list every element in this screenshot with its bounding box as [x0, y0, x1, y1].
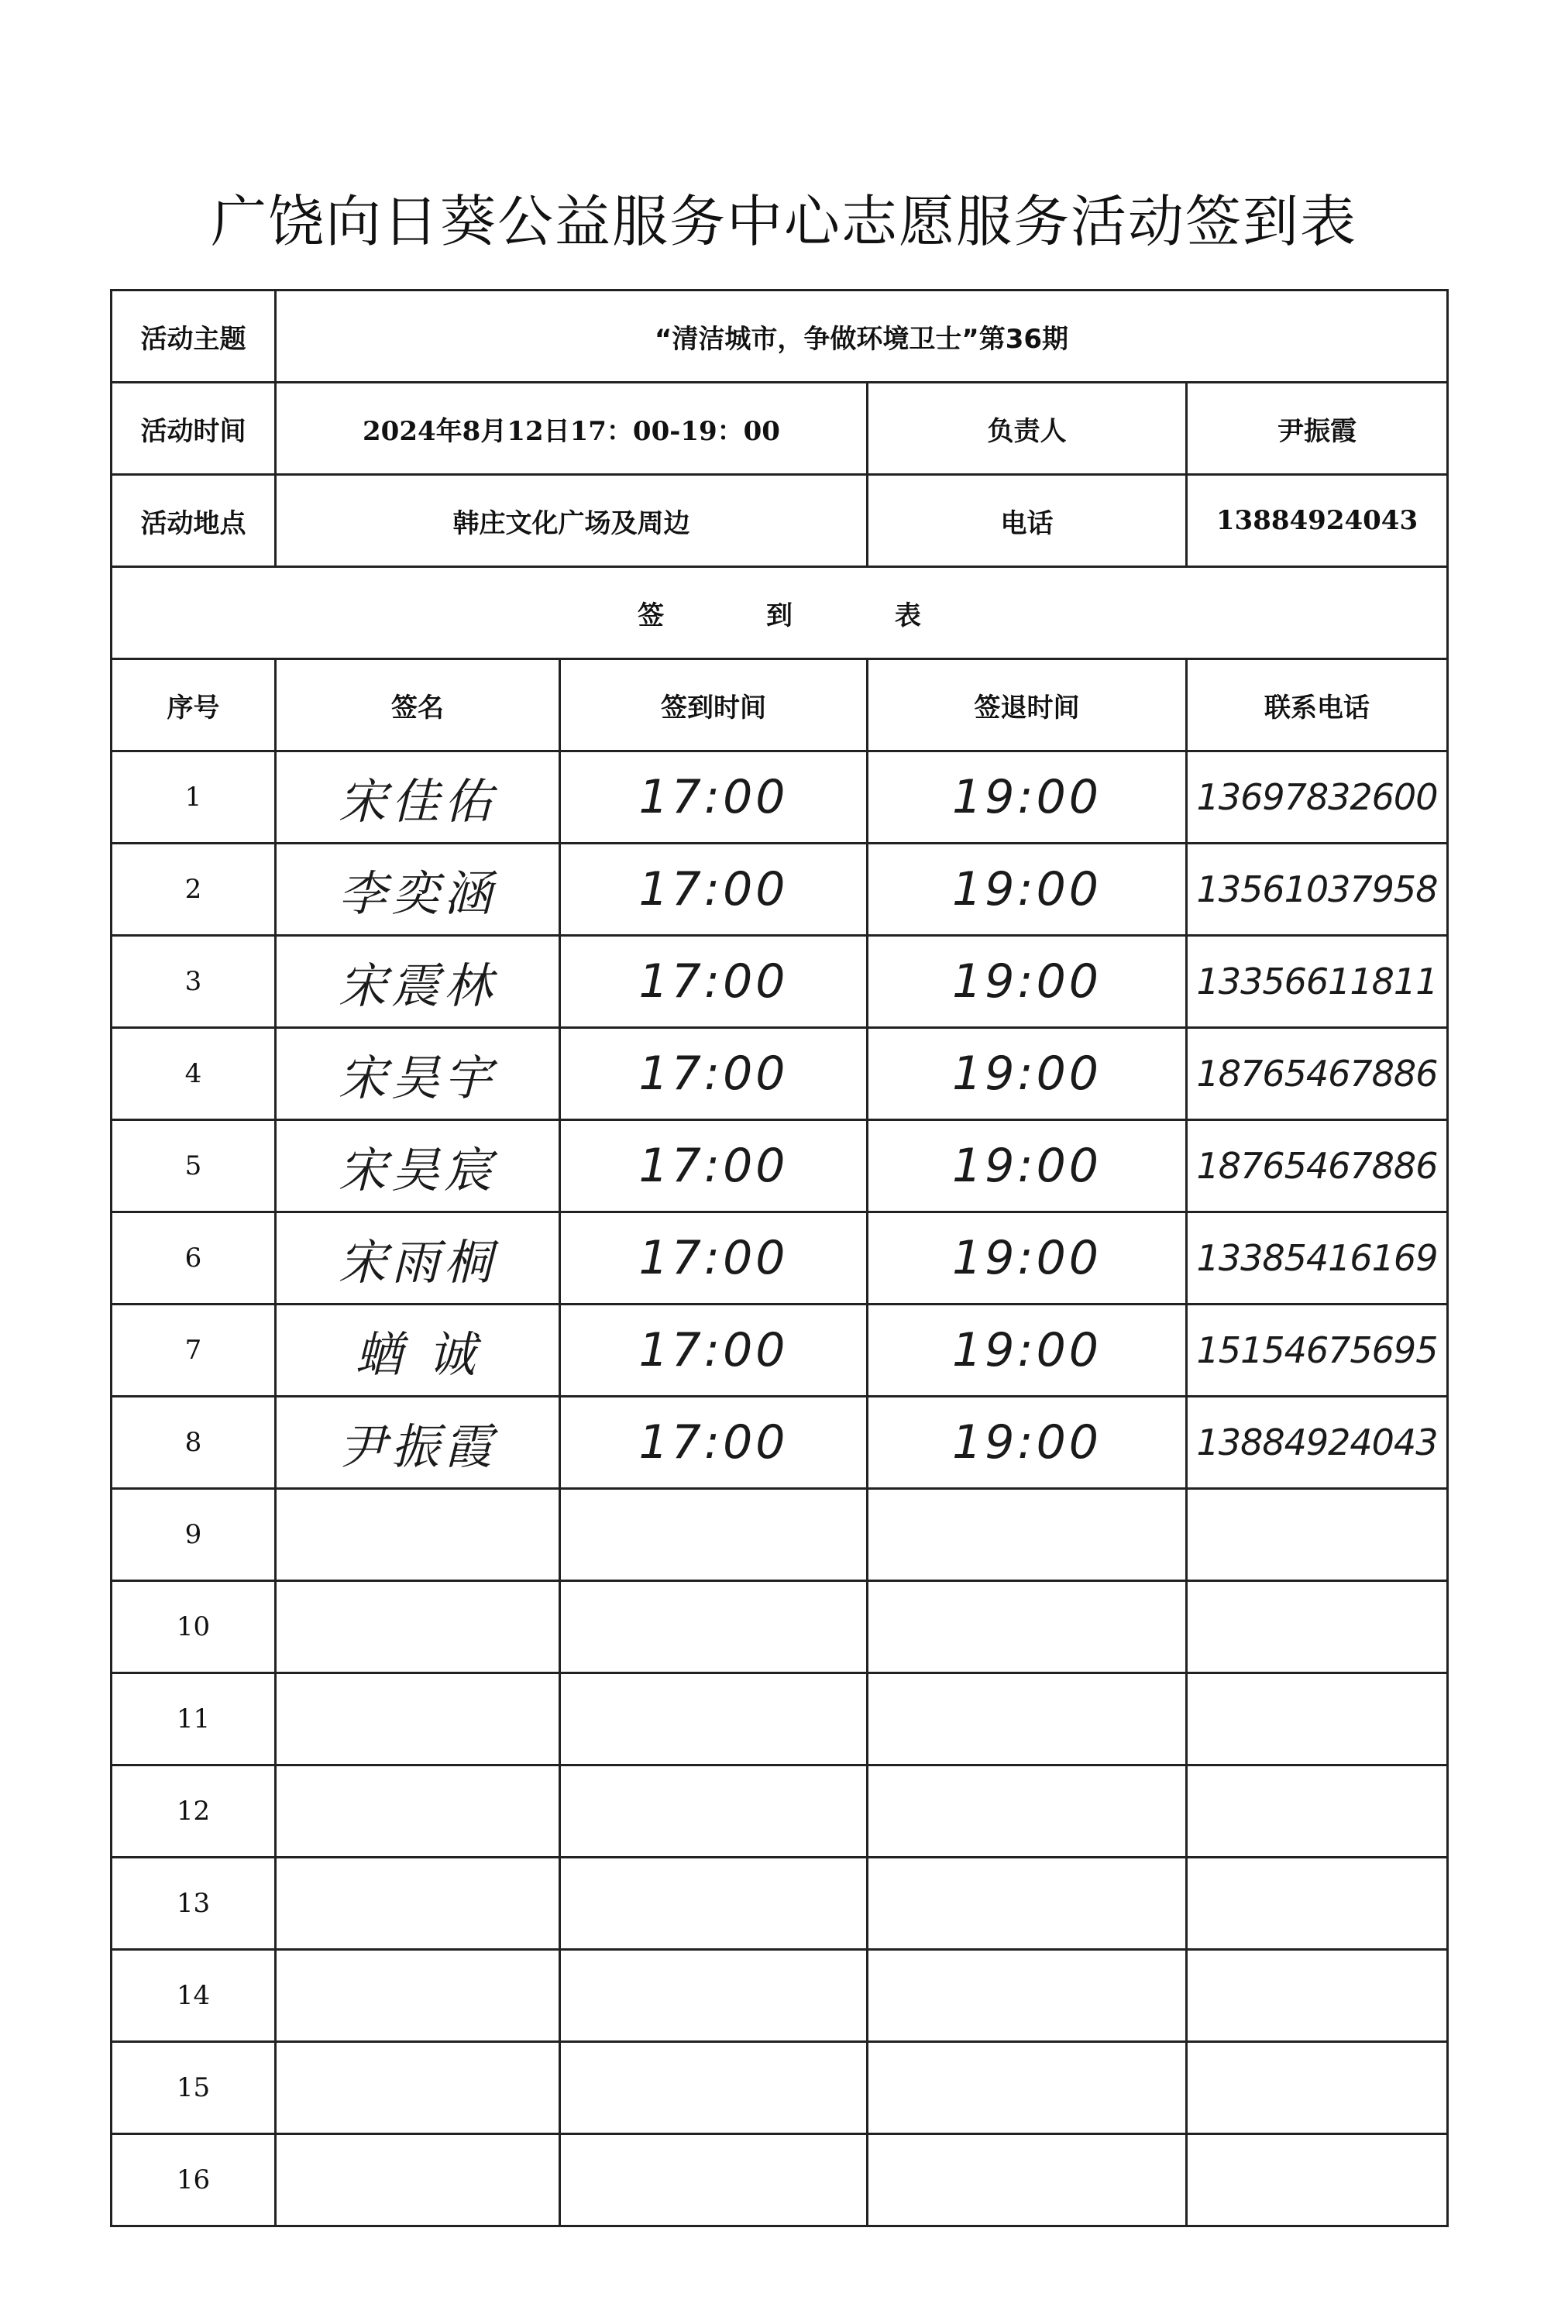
row-signature: [276, 1489, 560, 1581]
row-seq: 15: [112, 2042, 276, 2134]
row-phone: [1187, 2134, 1448, 2226]
row-signature: 蝤 诚: [276, 1305, 560, 1397]
row-phone: 13356611811: [1187, 936, 1448, 1028]
table-row: [112, 1305, 1448, 1397]
table-row: [112, 751, 1448, 844]
time-row: [112, 383, 1448, 475]
phone-label: 电话: [868, 475, 1187, 567]
row-signature: 宋昊宸: [276, 1120, 560, 1212]
row-checkin-time: [560, 1673, 868, 1765]
row-signature: [276, 1950, 560, 2042]
row-signature: [276, 1858, 560, 1950]
row-seq: 2: [112, 844, 276, 936]
row-seq: 13: [112, 1858, 276, 1950]
col-header-name: 签名: [276, 659, 560, 751]
row-signature: [276, 2134, 560, 2226]
row-checkin-time: 17:00: [560, 1305, 868, 1397]
row-phone: 18765467886: [1187, 1120, 1448, 1212]
table-row: [112, 1489, 1448, 1581]
table-row: [112, 2042, 1448, 2134]
row-checkout-time: 19:00: [868, 1120, 1187, 1212]
row-seq: 7: [112, 1305, 276, 1397]
row-checkout-time: [868, 2042, 1187, 2134]
table-row: [112, 936, 1448, 1028]
row-seq: 1: [112, 751, 276, 844]
row-checkout-time: 19:00: [868, 1212, 1187, 1305]
row-phone: 13385416169: [1187, 1212, 1448, 1305]
row-seq: 10: [112, 1581, 276, 1673]
row-checkout-time: [868, 1765, 1187, 1858]
row-signature: 尹振霞: [276, 1397, 560, 1489]
leader-label: 负责人: [868, 383, 1187, 475]
row-phone: 18765467886: [1187, 1028, 1448, 1120]
row-signature: [276, 1581, 560, 1673]
row-checkout-time: 19:00: [868, 1028, 1187, 1120]
sign-in-table: [110, 289, 1449, 2227]
row-phone: [1187, 1765, 1448, 1858]
phone-value: 13884924043: [1187, 475, 1448, 567]
row-seq: 5: [112, 1120, 276, 1212]
col-header-phone: 联系电话: [1187, 659, 1448, 751]
col-header-checkout: 签退时间: [868, 659, 1187, 751]
row-checkout-time: [868, 1581, 1187, 1673]
table-row: [112, 1028, 1448, 1120]
table-row: [112, 1765, 1448, 1858]
row-checkout-time: 19:00: [868, 751, 1187, 844]
row-checkout-time: [868, 1858, 1187, 1950]
place-value: 韩庄文化广场及周边: [276, 475, 868, 567]
table-row: [112, 2134, 1448, 2226]
row-checkout-time: 19:00: [868, 1305, 1187, 1397]
row-checkin-time: 17:00: [560, 1120, 868, 1212]
row-phone: 13697832600: [1187, 751, 1448, 844]
row-checkin-time: [560, 2134, 868, 2226]
banner-char: 表: [894, 600, 921, 631]
row-phone: 15154675695: [1187, 1305, 1448, 1397]
row-signature: 宋昊宇: [276, 1028, 560, 1120]
row-phone: [1187, 1950, 1448, 2042]
row-signature: 宋佳佑: [276, 751, 560, 844]
row-checkin-time: 17:00: [560, 1397, 868, 1489]
row-seq: 6: [112, 1212, 276, 1305]
place-label: 活动地点: [112, 475, 276, 567]
table-row: [112, 1397, 1448, 1489]
row-phone: [1187, 1858, 1448, 1950]
table-row: [112, 1673, 1448, 1765]
row-phone: [1187, 1673, 1448, 1765]
page-title: 广饶向日葵公益服务中心志愿服务活动签到表: [210, 189, 1357, 254]
row-checkin-time: [560, 2042, 868, 2134]
row-signature: 宋震林: [276, 936, 560, 1028]
row-checkin-time: [560, 1858, 868, 1950]
table-row: [112, 1120, 1448, 1212]
row-seq: 12: [112, 1765, 276, 1858]
time-value: 2024年8月12日17：00-19：00: [276, 383, 868, 475]
row-checkin-time: 17:00: [560, 1212, 868, 1305]
table-row: [112, 1581, 1448, 1673]
col-header-checkin: 签到时间: [560, 659, 868, 751]
theme-value: “清洁城市，争做环境卫士”第36期: [276, 290, 1448, 383]
row-signature: [276, 1673, 560, 1765]
row-phone: 13561037958: [1187, 844, 1448, 936]
table-row: [112, 1858, 1448, 1950]
row-checkin-time: [560, 1581, 868, 1673]
row-seq: 9: [112, 1489, 276, 1581]
row-checkout-time: 19:00: [868, 1397, 1187, 1489]
banner-char: 到: [766, 600, 793, 631]
row-checkin-time: [560, 1950, 868, 2042]
row-checkout-time: 19:00: [868, 844, 1187, 936]
row-seq: 14: [112, 1950, 276, 2042]
theme-label: 活动主题: [112, 290, 276, 383]
row-checkin-time: 17:00: [560, 751, 868, 844]
leader-value: 尹振霞: [1187, 383, 1448, 475]
row-checkin-time: 17:00: [560, 936, 868, 1028]
row-checkout-time: [868, 2134, 1187, 2226]
row-signature: [276, 2042, 560, 2134]
banner-char: 签: [638, 600, 665, 631]
row-checkout-time: [868, 1950, 1187, 2042]
table-row: [112, 844, 1448, 936]
row-signature: 宋雨桐: [276, 1212, 560, 1305]
row-phone: [1187, 1581, 1448, 1673]
row-checkin-time: 17:00: [560, 1028, 868, 1120]
row-checkin-time: 17:00: [560, 844, 868, 936]
row-checkout-time: 19:00: [868, 936, 1187, 1028]
time-label: 活动时间: [112, 383, 276, 475]
banner-row: [112, 567, 1448, 659]
row-checkout-time: [868, 1673, 1187, 1765]
col-header-seq: 序号: [112, 659, 276, 751]
place-row: [112, 475, 1448, 567]
row-signature: [276, 1765, 560, 1858]
column-header-row: [112, 659, 1448, 751]
row-phone: [1187, 2042, 1448, 2134]
row-seq: 3: [112, 936, 276, 1028]
row-seq: 4: [112, 1028, 276, 1120]
row-checkout-time: [868, 1489, 1187, 1581]
sign-in-banner: [112, 567, 1448, 659]
row-seq: 16: [112, 2134, 276, 2226]
theme-row: [112, 290, 1448, 383]
row-phone: 13884924043: [1187, 1397, 1448, 1489]
table-row: [112, 1950, 1448, 2042]
row-phone: [1187, 1489, 1448, 1581]
row-signature: 李奕涵: [276, 844, 560, 936]
row-checkin-time: [560, 1765, 868, 1858]
row-seq: 11: [112, 1673, 276, 1765]
row-seq: 8: [112, 1397, 276, 1489]
row-checkin-time: [560, 1489, 868, 1581]
table-row: [112, 1212, 1448, 1305]
